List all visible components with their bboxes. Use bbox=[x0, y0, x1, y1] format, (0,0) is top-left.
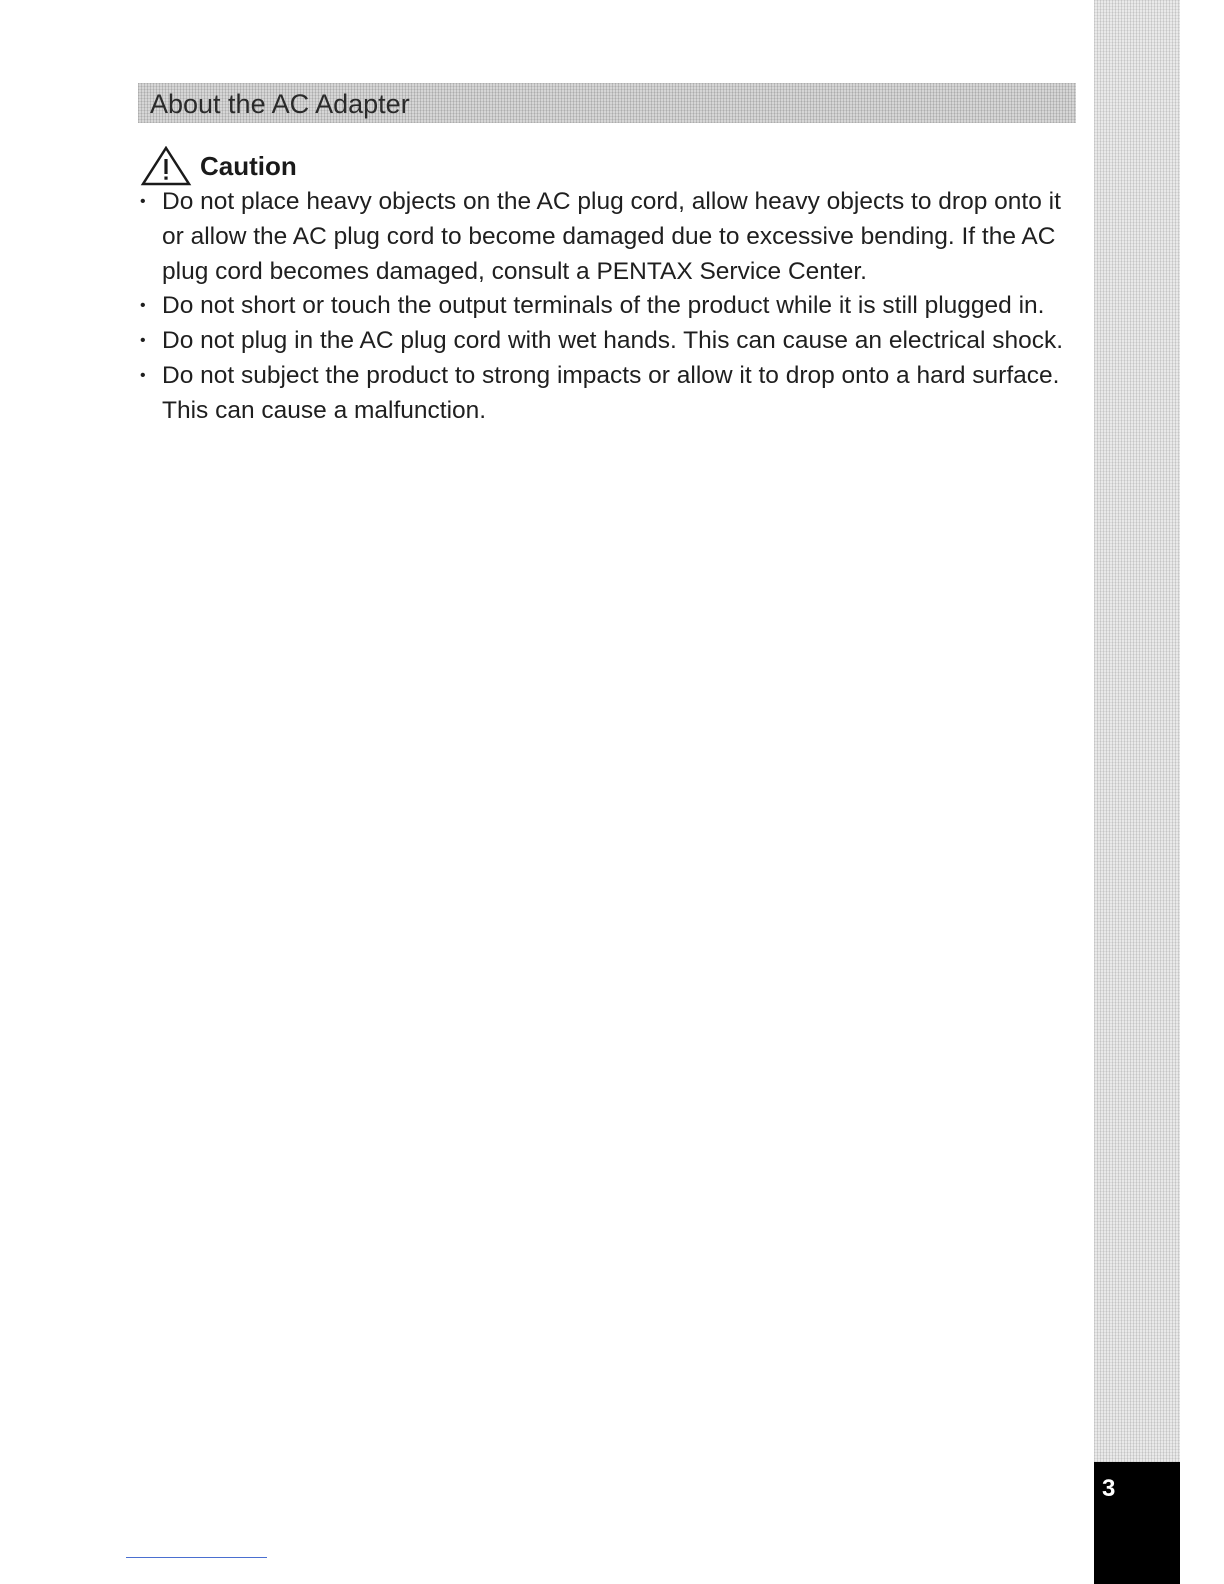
caution-item bbox=[136, 359, 1081, 429]
side-tab-strip bbox=[1094, 0, 1180, 1462]
caution-heading bbox=[140, 146, 297, 186]
bullet-icon: • bbox=[140, 193, 146, 210]
caution-item-text: Do not plug in the AC plug cord with wet hands. This can cause an electrical shock. bbox=[162, 327, 1064, 355]
caution-item-text: Do not short or touch the output terminals of the product while it is still plugged in. bbox=[162, 292, 1045, 320]
caution-item-text: Do not place heavy objects on the AC plug cord, allow heavy objects to drop onto it or allow the AC plug cord to become damaged due to excessive bending. If the AC plug cord becomes damaged, consult a PENTAX Service Center. bbox=[162, 188, 1061, 285]
footer-rule bbox=[126, 1557, 267, 1558]
caution-item bbox=[136, 324, 1081, 359]
caution-list bbox=[136, 185, 1081, 429]
caution-item-text: Do not subject the product to strong impacts or allow it to drop onto a hard surface. This can cause a malfunction. bbox=[162, 361, 1060, 424]
bullet-icon: • bbox=[140, 332, 146, 350]
caution-item bbox=[136, 185, 1081, 289]
bullet-icon: • bbox=[140, 366, 146, 384]
section-title: About the AC Adapter bbox=[150, 89, 410, 119]
section-header-bar bbox=[138, 83, 1076, 123]
bullet-icon: • bbox=[140, 297, 146, 315]
page-number: 3 bbox=[1102, 1475, 1116, 1502]
warning-triangle-icon bbox=[140, 146, 192, 186]
caution-item bbox=[136, 289, 1081, 324]
caution-label: Caution bbox=[200, 151, 297, 181]
